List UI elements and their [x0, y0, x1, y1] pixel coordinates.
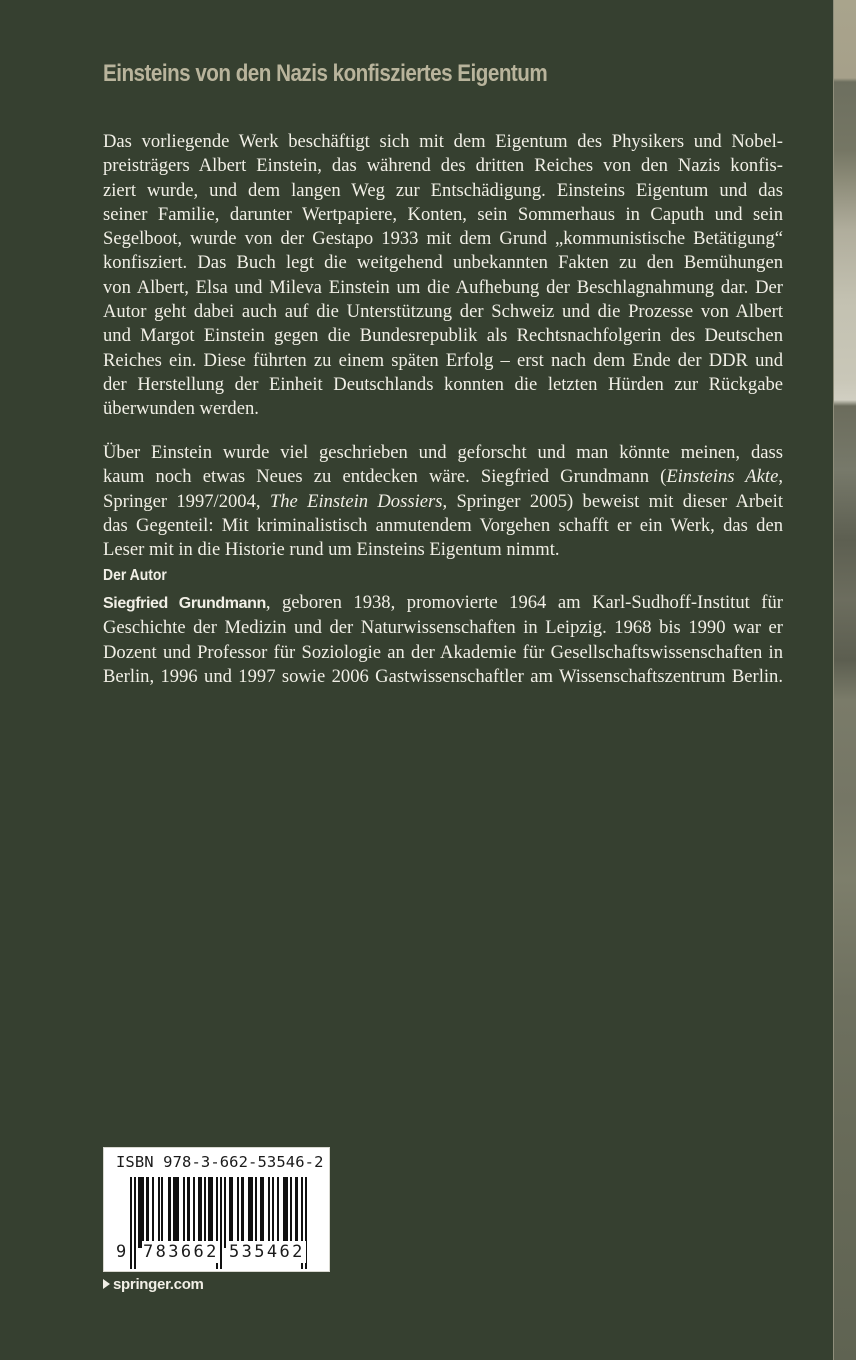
text-fragment: kaum noch etwas Neues zu entdecken wäre. Siegfried Grundmann (	[103, 466, 667, 488]
text-line: überwunden werden.	[103, 398, 259, 420]
book-reference-einstein-dossiers: The Einstein Dossiers	[269, 490, 443, 512]
front-cover-photo-edge	[833, 0, 856, 1360]
book-reference-einsteins-akte: Einsteins Akte	[666, 466, 779, 488]
text-line: Berlin, 1996 und 1997 sowie 2006 Gastwissenschaftler am Wissenschaftszentrum Berlin.	[103, 665, 783, 687]
author-heading: Der Autor	[103, 567, 167, 584]
text-line: Segelboot, wurde von der Gestapo 1933 mit dem Grund „kommunistische Betätigung“	[103, 228, 783, 250]
text-fragment: ,	[778, 466, 783, 488]
text-line: Das vorliegende Werk beschäftigt sich mit dem Eigentum des Physikers und Nobel-	[103, 131, 783, 152]
isbn-label: ISBN 978-3-662-53546-2	[116, 1153, 324, 1171]
text-line: konfisziert. Das Buch legt die weitgehend unbekannten Fakten zu den Bemühungen	[103, 252, 783, 274]
play-triangle-icon	[103, 1279, 110, 1289]
text-line: der Herstellung der Einheit Deutschlands konnten die letzten Hürden zur Rückgabe	[103, 373, 783, 395]
text-line: Über Einstein wurde viel geschrieben und geforscht und man könnte meinen, dass	[103, 442, 783, 463]
text-line: von Albert, Elsa und Mileva Einstein um die Aufhebung der Beschlagnahmung dar. Der	[103, 276, 783, 298]
description-paragraph-1	[103, 130, 783, 422]
publisher-url: springer.com	[113, 1276, 204, 1293]
text-line: und Margot Einstein gegen die Bundesrepublik als Rechtsnachfolgerin des Deutschen	[103, 325, 783, 347]
text-line	[103, 465, 783, 489]
barcode-digit-prefix: 9	[116, 1242, 129, 1262]
text-fragment: Springer 1997/2004,	[103, 490, 270, 512]
publisher-link[interactable]	[103, 1276, 204, 1293]
isbn-barcode	[103, 1147, 330, 1272]
text-line: preisträgers Albert Einstein, das während des dritten Reiches von den Nazis konfis-	[103, 155, 783, 177]
text-line: Leser mit in die Historie rund um Einsteins Eigentum nimmt.	[103, 539, 560, 561]
text-line: Geschichte der Medizin und der Naturwissenschaften in Leipzig. 1968 bis 1990 war er	[103, 617, 783, 639]
text-line: Autor geht dabei auch auf die Unterstützung der Schweiz und die Prozesse von Albert	[103, 301, 783, 323]
text-line: seiner Familie, darunter Wertpapiere, Konten, sein Sommerhaus in Caputh und sein	[103, 203, 783, 225]
text-fragment: , Springer 2005) beweist mit dieser Arbeit	[442, 490, 783, 512]
barcode-digits-left: 783662	[143, 1242, 219, 1262]
author-bio	[103, 591, 783, 689]
text-line	[103, 490, 783, 514]
text-line: das Gegenteil: Mit kriminalistisch anmutendem Vorgehen schafft er ein Werk, das den	[103, 514, 783, 536]
author-name: Siegfried Grundmann	[103, 595, 266, 612]
text-line: Reiches ein. Diese führten zu einem späten Erfolg – erst nach dem Ende der DDR und	[103, 349, 783, 371]
barcode-digits-right: 535462	[229, 1242, 305, 1262]
text-line: Dozent und Professor für Soziologie an der Akademie für Gesellschaftswissenschaften in	[103, 641, 783, 663]
text-fragment: , geboren 1938, promovierte 1964 am Karl-Sudhoff-Institut für	[265, 592, 783, 613]
text-line	[103, 591, 783, 616]
description-paragraph-2	[103, 441, 783, 562]
book-title: Einsteins von den Nazis konfisziertes Eigentum	[103, 60, 548, 87]
text-line: ziert wurde, und dem langen Weg zur Entschädigung. Einsteins Eigentum und das	[103, 179, 783, 201]
